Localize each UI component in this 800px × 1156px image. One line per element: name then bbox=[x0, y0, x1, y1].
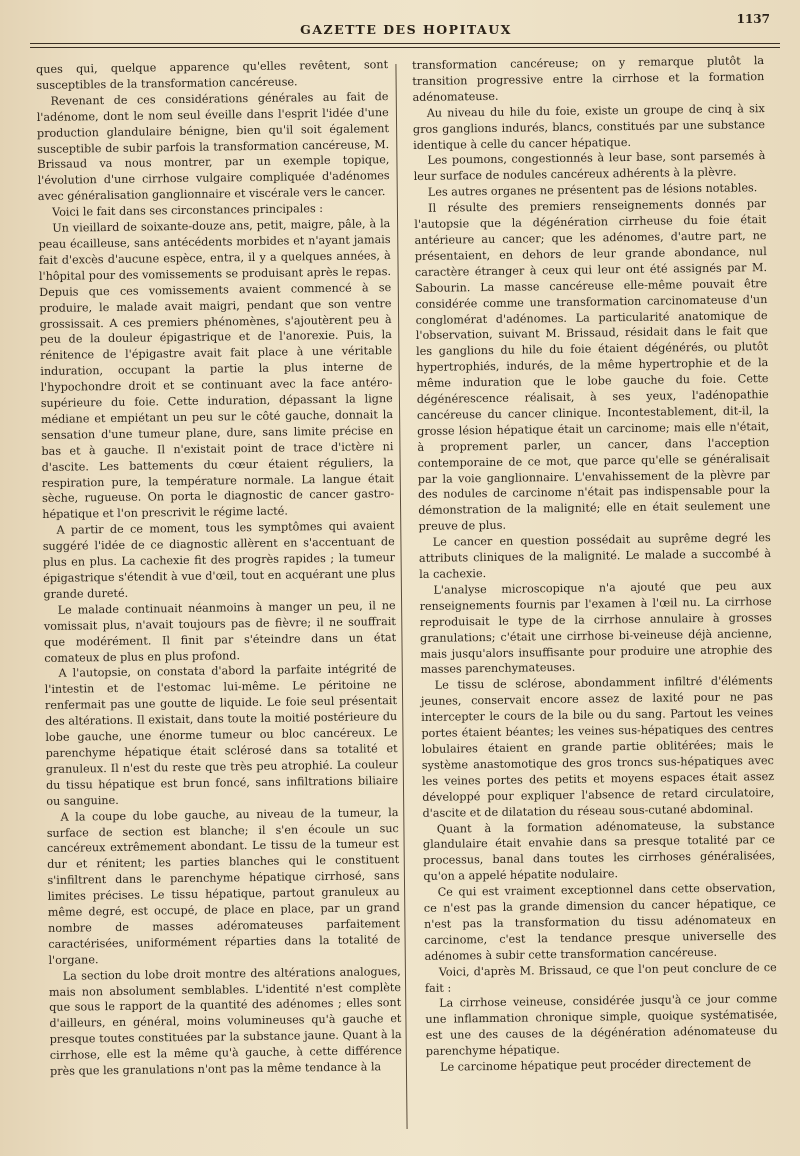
page-header bbox=[30, 8, 782, 42]
paragraph: La section du lobe droit montre des altérations analogues, mais non absolument semblables. L'identité n'est complète que sous le rapport de la quantité des adénomes ; elles sont d'ailleurs, en général, moins volumineuses qu'à gauche et presque toutes constituées par la substance jaune. Quant à la cirrhose, elle est la même qu'à gauche, à cette différence près que les granulations n'ont pas la même tendance à la bbox=[48, 964, 402, 1078]
left-column bbox=[36, 57, 402, 1080]
paragraph: transformation cancéreuse; on y remarque plutôt la transition progressive entre la cirrhose et la formation adénomateuse. bbox=[412, 54, 765, 104]
paragraph: Il résulte des premiers renseignements donnés par l'autopsie que la dégénération cirrheuse du foie était antérieure au cancer; que les adénomes, d'autre part, ne présentaient, en dehors de leur grande abondance, nul caractère étranger à ceux qui leur ont été assignés par M. Sabourin. La masse cancéreuse elle-même pouvait être considérée comme une transformation carcinomateuse d'un conglomérat d'adénomes. La particularité anatomique de l'observation, suivant M. Brissaud, résidait dans le fait que les ganglions du hile du foie étaient dégénérés, ou plutôt hypertrophiés, indurés, de la même hypertrophie et de la même induration que le lobe gauche du foie. Cette dégénérescence réalisait, à ses yeux, l'adénopathie cancéreuse du cancer clinique. Incontestablement, dit-il, la grosse lésion hépatique était un carcinome; mais elle n'était, à proprement parler, un cancer, dans l'acception contemporaine de ce mot, que parce qu'elle se généralisait par la voie ganglionnaire. L'envahissement de la plèvre par des nodules de carcinome n'était pas indispensable pour la démonstration de la malignité; elle en était seulement une preuve de plus. bbox=[414, 197, 771, 534]
paragraph: Ce qui est vraiment exceptionnel dans cette observation, ce n'est pas la grande dimension du cancer hépatique, ce n'est pas la transformation du tissu adénomateux en carcinome, c'est la tendance presque universelle des adénomes à subir cette transformation cancéreuse. bbox=[423, 881, 777, 963]
paragraph: Les poumons, congestionnés à leur base, sont parsemés à leur surface de nodules cancéreux adhérents à la plèvre. bbox=[413, 149, 766, 184]
paragraph: Revenant de ces considérations générales au fait de l'adénome, dont le nom seul éveille dans l'esprit l'idée d'une production glandulaire bénigne, bien qu'il soit également susceptible de subir parfois la transformation cancéreuse, M. Brissaud va nous montrer, par un exemple topique, l'évolution d'une cirrhose vulgaire compliquée d'adénomes avec généralisation ganglionnaire et viscérale vers le cancer. bbox=[36, 89, 390, 204]
header-rule-secondary bbox=[30, 47, 780, 48]
paragraph: Voici le fait dans ses circonstances principales : bbox=[52, 202, 324, 219]
right-column bbox=[412, 53, 778, 1076]
paragraph: Au niveau du hile du foie, existe un groupe de cinq à six gros ganglions indurés, blancs, constitués par une substance identique à celle du cancer hépatique. bbox=[412, 101, 766, 152]
paragraph: La cirrhose veineuse, considérée jusqu'à ce jour comme une inflammation chronique simple, quoique systématisée, est une des causes de la dégénération adénomateuse du parenchyme hépatique. bbox=[425, 992, 778, 1059]
paragraph: Les autres organes ne présentent pas de lésions notables. bbox=[427, 181, 758, 200]
paragraph: A l'autopsie, on constata d'abord la parfaite intégrité de l'intestin et de l'estomac lui-même. Le péritoine ne renfermait pas une goutte de liquide. Le foie seul présentait des altérations. Il existait, dans toute la moitié postérieure du lobe gauche, une énorme tumeur ou bloc cancéreux. Le parenchyme hépatique était sclérosé dans sa totalité et granuleux. Il n'est du reste que très peu atrophié. La couleur du tissu hépatique est brun foncé, sans infiltrations biliaire ou sanguine. bbox=[44, 662, 399, 808]
paragraph: Un vieillard de soixante-douze ans, petit, maigre, pâle, à la peau écailleuse, sans antécédents morbides et n'ayant jamais fait d'excès d'aucune espèce, entra, il y a quelques années, à l'hôpital pour des vomissements se produisant après le repas. Depuis que ces vomissements avaient commencé à se produire, le malade avait maigri, pendant que son ventre grossissait. A ces premiers phénomènes, s'ajoutèrent peu à peu de la douleur épigastrique et de l'anorexie. Puis, la rénitence de l'épigastre avait fait place à une véritable induration, occupant la partie la plus interne de l'hypochondre droit et se continuant avec la face antéro-supérieure du foie. Cette induration, dépassant la ligne médiane et empiétant un peu sur le côté gauche, donnait la sensation d'une tumeur plane, dure, sans limite précise en bas et à gauche. Il n'existait point de trace d'ictère ni d'ascite. Les battements du cœur étaient réguliers, la respiration pure, la température normale. La langue était sèche, rugueuse. On porta le diagnostic de cancer gastro-hépatique et l'on prescrivit le régime lacté. bbox=[38, 217, 395, 522]
paragraph: Le cancer en question possédait au suprême degré les attributs cliniques de la malignité. Le malade a succombé à la cachexie. bbox=[418, 531, 772, 581]
paragraph: Le carcinome hépatique peut procéder directement de bbox=[440, 1056, 752, 1074]
paragraph: L'analyse microscopique n'a ajouté que peu aux renseignements fournis par l'examen à l'œil nu. La cirrhose reproduisait le type de la cirrhose annulaire à grosses granulations; c'était une cirrhose bi-veineuse déjà ancienne, mais jusqu'alors insuffisante pour produire une atrophie des masses parenchymateuses. bbox=[419, 578, 773, 677]
page-number: 1137 bbox=[736, 12, 770, 26]
running-title: GAZETTE DES HOPITAUX bbox=[300, 22, 512, 37]
paragraph: Le tissu de sclérose, abondamment infiltré d'éléments jeunes, conservait encore assez de laxité pour ne pas intercepter le cours de la bile ou du sang. Partout les veines portes étaient béantes; les veines sus-hépatiques des centres lobulaires étaient en grande partie oblitérées; mais le système anastomotique des gros troncs sus-hépatiques avec les veines portes des petits et moyens espaces était assez développé pour expliquer l'absence de retard circulatoire, d'ascite et de dilatation du réseau sous-cutané abdominal. bbox=[420, 674, 775, 820]
paragraph: Quant à la formation adénomateuse, la substance glandulaire était envahie dans sa presque totalité par ce processus, banal dans toutes les cirrhoses généralisées, qu'on a appelé hépatite nodulaire. bbox=[422, 817, 776, 884]
paragraph: Le malade continuait néanmoins à manger un peu, il ne vomissait plus, n'avait toujours pas de fièvre; il ne souffrait que modérément. Il finit par s'éteindre dans un état comateux de plus en plus profond. bbox=[43, 598, 397, 665]
header-rule bbox=[30, 43, 780, 44]
paragraph: A partir de ce moment, tous les symptômes qui avaient suggéré l'idée de ce diagnostic allèrent en s'accentuant de plus en plus. La cachexie fit des progrès rapides ; la tumeur épigastrique s'étendit à vue d'œil, tout en acquérant une plus grande dureté. bbox=[42, 519, 396, 601]
paragraph: A la coupe du lobe gauche, au niveau de la tumeur, la surface de section est blanche; il s'en écoule un suc cancéreux extrêmement abondant. Le tissu de la tumeur est dur et rénitent; les parties blanches qui le constituent s'infiltrent dans le parenchyme hépatique cirrhosé, sans limites précises. Le tissu hépatique, partout granuleux au même degré, est occupé, de place en place, par un grand nombre de masses adéromateuses parfaitement caractérisées, uniformément réparties dans la totalité de l'organe. bbox=[46, 805, 401, 967]
paragraph: Voici, d'après M. Brissaud, ce que l'on peut conclure de ce fait : bbox=[424, 960, 777, 995]
paragraph: ques qui, quelque apparence qu'elles revêtent, sont susceptibles de la transformation cancéreuse. bbox=[36, 58, 389, 92]
